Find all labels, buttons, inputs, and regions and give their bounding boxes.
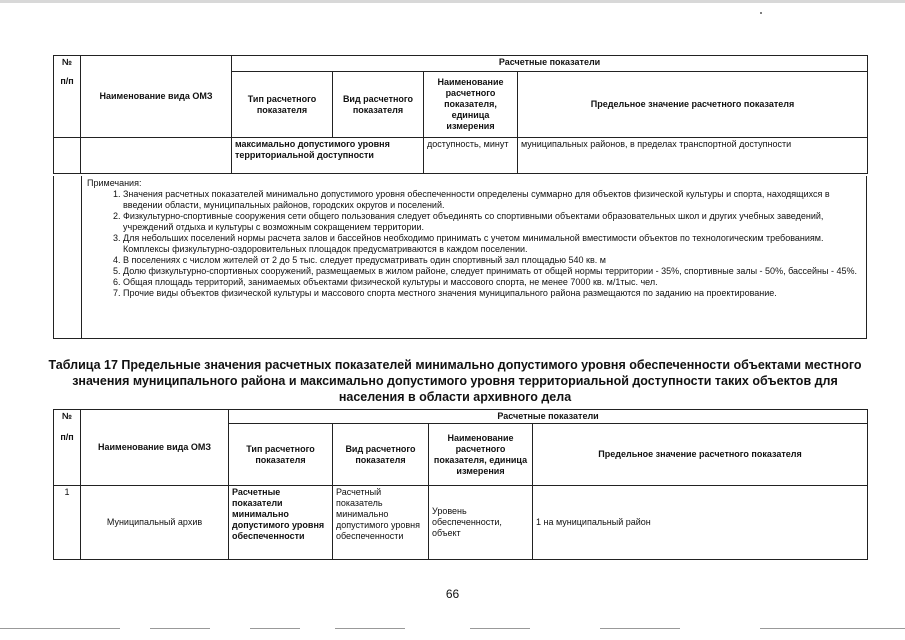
scan-artifact-line <box>600 628 680 629</box>
scan-artifact-line <box>335 628 405 629</box>
note-item: 6. Общая площадь территорий, занимаемых объектами физической культуры и массового спорта, не менее 7000 кв. м/1тыс. чел. <box>123 277 860 288</box>
notes-list <box>87 189 860 299</box>
num-header: № п/п <box>54 56 81 138</box>
group-header: Расчетные показатели <box>232 56 868 72</box>
note-item: 2. Физкультурно-спортивные сооружения сети общего пользования следует объединять со спортивными объектами образовательных школ и других учебных заведений, учреждений отдыха и культуры с возможным сокращением территории. <box>123 211 860 233</box>
type-header: Тип расчетного показателя <box>232 72 333 138</box>
row-number: 1 <box>54 486 81 560</box>
omz-name-cell: Муниципальный архив <box>81 486 229 560</box>
table-17 <box>53 409 868 560</box>
note-item: 4. В поселениях с числом жителей от 2 до 5 тыс. следует предусматривать один спортивный зал площадью 540 кв. м <box>123 255 860 266</box>
name-header: Наименование вида ОМЗ <box>81 410 229 486</box>
notes-block <box>53 176 867 339</box>
scan-artifact-line <box>0 628 120 629</box>
note-item: 5. Долю физкультурно-спортивных сооружений, размещаемых в жилом районе, следует принимать от общей нормы территории - 35%, спортивные залы - 50%, бассейны - 45%. <box>123 266 860 277</box>
unit-cell: доступность, минут <box>424 138 518 174</box>
table-continued <box>53 55 868 174</box>
scan-artifact-line <box>150 628 210 629</box>
kind-header: Вид расчетного показателя <box>333 72 424 138</box>
note-item: 1. Значения расчетных показателей минимально допустимого уровня обеспеченности определены суммарно для объектов физической культуры и спорта, находящихся в введении области, муниципальных районов, городских округов и поселений. <box>123 189 860 211</box>
scan-artifact-line <box>250 628 300 629</box>
num-cell <box>54 138 81 174</box>
notes-heading: Примечания: <box>87 178 142 188</box>
limit-header: Предельное значение расчетного показателя <box>518 72 868 138</box>
unit-header: Наименование расчетного показателя, единица измерения <box>429 424 533 486</box>
type-cell: Расчетные показатели минимально допустимого уровня обеспеченности <box>229 486 333 560</box>
unit-cell: Уровень обеспеченности, объект <box>429 486 533 560</box>
limit-cell: 1 на муниципальный район <box>533 486 868 560</box>
unit-header: Наименование расчетного показателя, единица измерения <box>424 72 518 138</box>
type-header: Тип расчетного показателя <box>229 424 333 486</box>
page-edge <box>0 0 905 3</box>
column-divider <box>81 176 82 338</box>
limit-header: Предельное значение расчетного показателя <box>533 424 868 486</box>
name-cell <box>81 138 232 174</box>
table-title: Таблица 17 Предельные значения расчетных показателей минимально допустимого уровня обеспеченности объектами местного значения муниципального района и максимально допустимого уровня территориальной доступности таких объектов для населения в области архивного дела <box>48 358 862 404</box>
limit-cell: муниципальных районов, в пределах транспортной доступности <box>518 138 868 174</box>
scan-artifact-line <box>470 628 530 629</box>
type-cell: максимально допустимого уровня территориальной доступности <box>232 138 424 174</box>
num-header: № п/п <box>54 410 81 486</box>
note-item: 3. Для небольших поселений нормы расчета залов и бассейнов необходимо принимать с учетом минимальной вместимости объектов по технологическим требованиям. Комплексы физкультурно-оздоровительных площадок предусматриваются в каждом поселении. <box>123 233 860 255</box>
kind-header: Вид расчетного показателя <box>333 424 429 486</box>
note-item: 7. Прочие виды объектов физической культуры и массового спорта местного значения муниципального района размещаются по заданию на проектирование. <box>123 288 860 299</box>
speck <box>760 12 762 14</box>
name-header: Наименование вида ОМЗ <box>81 56 232 138</box>
page-number: 66 <box>445 587 460 601</box>
scan-artifact-line <box>760 628 905 629</box>
kind-cell: Расчетный показатель минимально допустимого уровня обеспеченности <box>333 486 429 560</box>
group-header: Расчетные показатели <box>229 410 868 424</box>
